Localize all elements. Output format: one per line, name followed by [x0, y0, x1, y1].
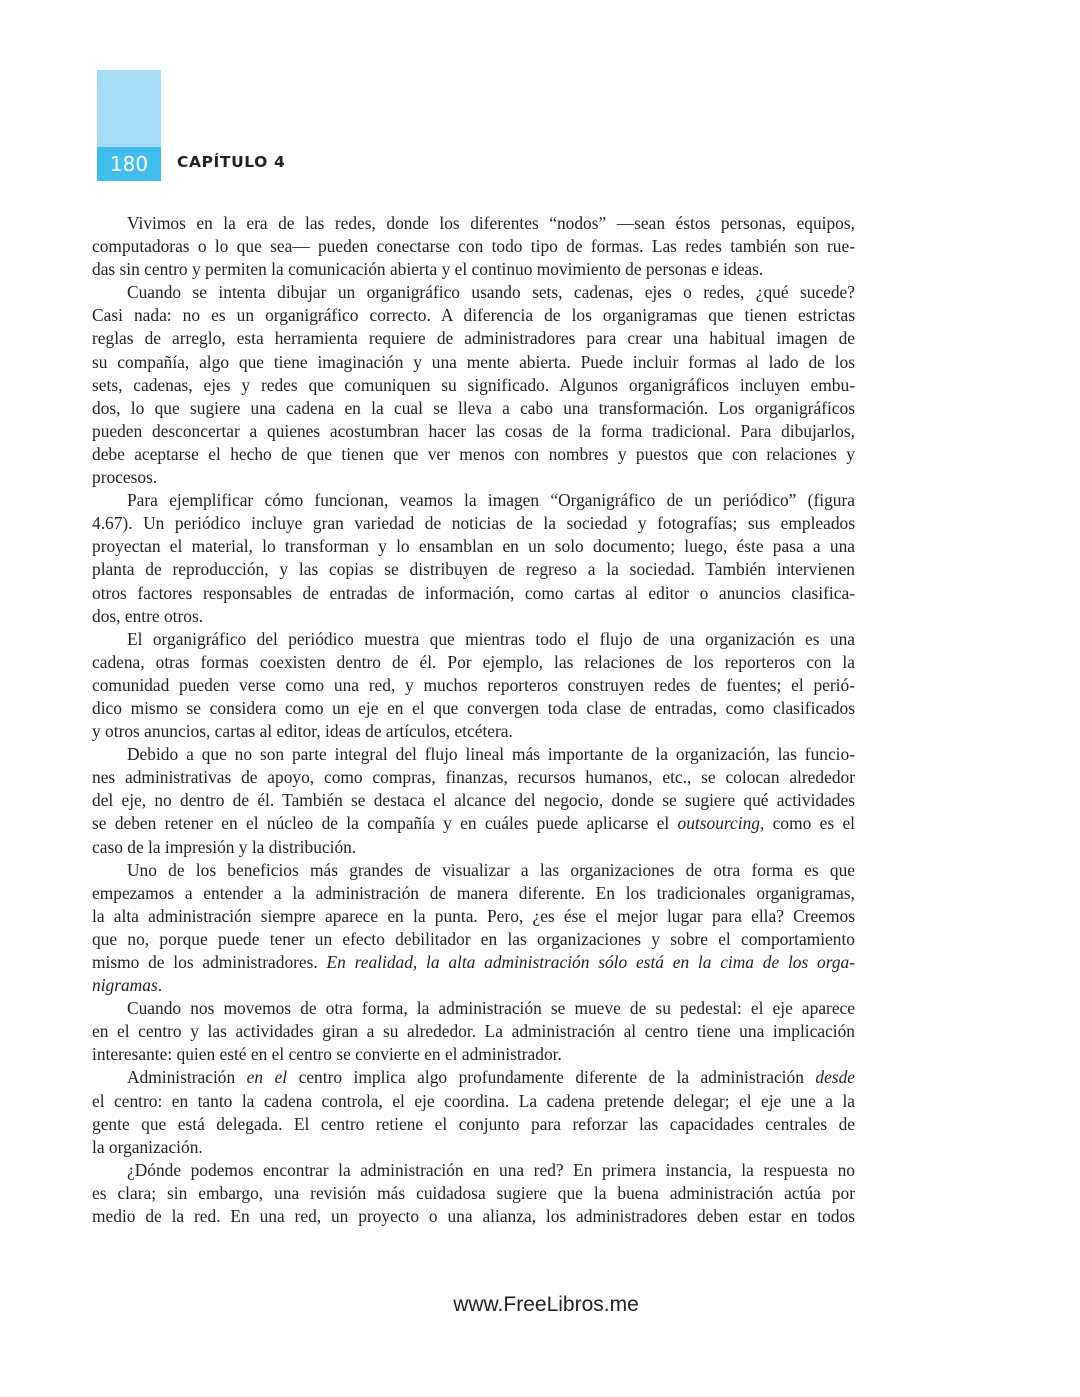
text-line: ¿Dónde podemos encontrar la administración en una red? En primera instancia, la respuesta no: [127, 1159, 855, 1180]
text-line: Para ejemplificar cómo funcionan, veamos la imagen “Organigráfico de un periódico” (figura: [127, 490, 855, 511]
text-line: la organización.: [92, 1136, 203, 1157]
text-line: sets, cadenas, ejes y redes que comuniquen su significado. Algunos organigráficos incluyen embu-: [92, 374, 855, 395]
text-line: [92, 1066, 855, 1089]
text-line: en el centro y las actividades giran a su alrededor. La administración al centro tiene una implicación: [92, 1021, 855, 1042]
paragraph: [92, 489, 855, 628]
text-line: Cuando nos movemos de otra forma, la administración se mueve de su pedestal: el eje aparece: [127, 998, 855, 1019]
italic-text: En realidad, la alta administración sólo está en la cima de los orga-: [326, 952, 855, 972]
text-line: dico mismo se considera como un eje en el que convergen toda clase de entradas, como clasificados: [92, 697, 855, 718]
text-line: debe aceptarse el hecho de que tienen que ver menos con nombres y puestos que con relaciones y: [92, 443, 855, 464]
body-text: [92, 212, 855, 1228]
text-line: Vivimos en la era de las redes, donde los diferentes “nodos” —sean éstos personas, equipos,: [127, 213, 855, 233]
text-line: el centro: en tanto la cadena controla, el eje coordina. La cadena pretende delegar; el eje une a la: [92, 1090, 855, 1111]
text-line: computadoras o lo que sea— pueden conectarse con todo tipo de formas. Las redes también son rue-: [92, 236, 855, 257]
text-line: nes administrativas de apoyo, como compras, finanzas, recursos humanos, etc., se colocan alrededor: [92, 767, 855, 788]
text-line: proyectan el material, lo transforman y lo ensamblan en un solo documento; luego, éste pasa a una: [92, 536, 855, 557]
page-number: 180: [97, 147, 161, 181]
text-line: procesos.: [92, 467, 158, 488]
text-line: [92, 812, 855, 835]
chapter-heading: CAPÍTULO 4: [177, 153, 286, 171]
text-line: su compañía, algo que tiene imaginación y una mente abierta. Puede incluir formas al lado de los: [92, 351, 855, 372]
text-line: la alta administración siempre aparece en la punta. Pero, ¿es ése el mejor lugar para ella? Creemos: [92, 905, 855, 926]
text-line: das sin centro y permiten la comunicación abierta y el continuo movimiento de personas e ideas.: [92, 259, 764, 280]
text-line: 4.67). Un periódico incluye gran variedad de noticias de la sociedad y fotografías; sus empleados: [92, 513, 855, 534]
italic-text: nigramas: [92, 975, 158, 996]
text-line: reglas de arreglo, esta herramienta requiere de administradores para crear una habitual imagen de: [92, 328, 855, 349]
text-segment: .: [157, 975, 163, 996]
text-line: que no, porque puede tener un efecto debilitador en las organizaciones y sobre el comportamiento: [92, 928, 855, 949]
text-line: dos, lo que sugiere una cadena en la cual se lleva a cabo una transformación. Los organigráficos: [92, 397, 855, 418]
text-segment: se deben retener en el núcleo de la compañía y en cuáles puede aplicarse el: [92, 813, 678, 834]
paragraph: [92, 743, 855, 858]
text-line: y otros anuncios, cartas al editor, ideas de artículos, etcétera.: [92, 721, 513, 742]
text-line: El organigráfico del periódico muestra que mientras todo el flujo de una organización es una: [127, 628, 855, 649]
text-line: planta de reproducción, y las copias se distribuyen de regreso a la sociedad. También intervienen: [92, 559, 855, 580]
paragraph: [92, 859, 855, 998]
italic-text: en el: [246, 1067, 288, 1088]
text-segment: centro implica algo profundamente diferente de la administración: [287, 1067, 816, 1088]
paragraph: [92, 1159, 855, 1228]
text-line: caso de la impresión y la distribución.: [92, 836, 357, 857]
text-line: Cuando se intenta dibujar un organigráfico usando sets, cadenas, ejes o redes, ¿qué sucede?: [127, 282, 855, 303]
page-tab-decoration: [97, 70, 161, 147]
text-line: interesante: quien esté en el centro se convierte en el administrador.: [92, 1044, 562, 1065]
text-line: Debido a que no son parte integral del flujo lineal más importante de la organización, las funcio-: [127, 744, 855, 765]
footer-watermark: www.FreeLibros.me: [453, 1293, 639, 1316]
paragraph: [92, 997, 855, 1066]
italic-text: desde: [815, 1067, 855, 1088]
paragraph: [92, 1066, 855, 1158]
text-segment: , como es el: [759, 813, 855, 834]
text-line: empezamos a entender a la administración de manera diferente. En los tradicionales organigramas,: [92, 882, 855, 903]
text-line: comunidad pueden verse como una red, y muchos reporteros construyen redes de fuentes; el perió-: [92, 674, 855, 695]
text-line: Casi nada: no es un organigráfico correcto. A diferencia de los organigramas que tienen estrictas: [92, 305, 855, 326]
text-line: medio de la red. En una red, un proyecto o una alianza, los administradores deben estar en todos: [92, 1206, 855, 1227]
paragraph: [92, 281, 855, 489]
text-line: Uno de los beneficios más grandes de visualizar a las organizaciones de otra forma es que: [127, 859, 855, 880]
text-line: dos, entre otros.: [92, 605, 204, 626]
text-line: es clara; sin embargo, una revisión más cuidadosa sugiere que la buena administración actúa por: [92, 1182, 855, 1203]
text-line: del eje, no dentro de él. También se destaca el alcance del negocio, donde se sugiere qué actividades: [92, 790, 855, 811]
text-line: [92, 974, 855, 997]
paragraph: [92, 212, 855, 281]
text-line: gente que está delegada. El centro retiene el conjunto para reforzar las capacidades centrales de: [92, 1113, 855, 1134]
text-line: pueden desconcertar a quienes acostumbran hacer las cosas de la forma tradicional. Para dibujarlos,: [92, 420, 855, 441]
text-line: cadena, otras formas coexisten dentro de él. Por ejemplo, las relaciones de los reporteros con la: [92, 651, 855, 672]
paragraph: [92, 628, 855, 743]
text-line: [92, 951, 855, 974]
text-line: otros factores responsables de entradas de información, como cartas al editor o anuncios clasifica-: [92, 582, 855, 603]
text-segment: Administración: [127, 1067, 247, 1088]
text-segment: mismo de los administradores.: [92, 952, 327, 972]
italic-text: outsourcing: [677, 813, 760, 834]
